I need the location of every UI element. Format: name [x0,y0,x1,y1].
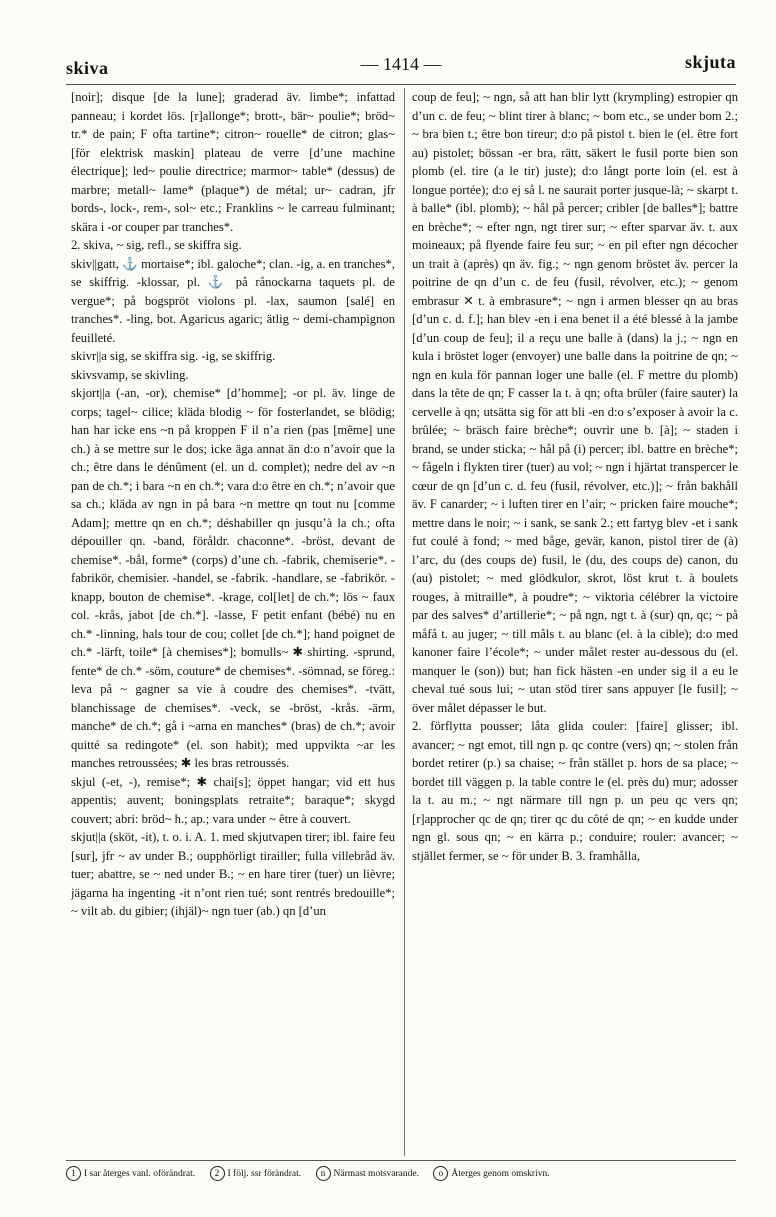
footnote [433,1169,549,1179]
circled-symbol: n [316,1166,331,1181]
footnote-text: Närmast motsvarande. [333,1168,419,1179]
entry-paragraph: 2. förflytta pousser; låta glida couler: [faire] glisser; ibl. avancer; ~ ngt emot, till ngn p. qc contre (vers) qn; ~ stolen från bordet retirer (p.) sa chaise; ~ från stället p. hors de sa place; ~ bordet till väggen p. la table contre le (el. près du) mur; adosser la t. au m.; ~ ngt närmare till ngn p. un peu qc vers qn; [r]approcher qc de qn; tirer qc du côté de qn; ~ en kudde under ngn gl. sous qn; ~ en kärra p.; conduire; rouler: avancer; ~ stjället fermer, se ~ för under B. 3. framhålla, [412,719,738,863]
entry-paragraph: skjul (-et, -), remise*; ✱ chai[s]; öppet hangar; vid ett hus appentis; auvent; boningsplats retraite*; baraque*; skygd couvert; abri: bröd~ h.; ap.; vara under ~ être à couvert. [71,774,395,826]
entry-paragraph: skjort||a (-an, -or), chemise* [d’homme]; -or pl. äv. linge de corps; tagel~ cilice; kläda blodig ~ för fosterlandet, se blödig; han har icke ens ~n på kroppen F il n’a rien (pas [même] une ch.) à se mettre sur le dos; icke äga annat än d:o n’avoir que la ch.; être dans le dénûment (el. un d. complet); nedre del av ~n pan de ch.*; i bara ~n en ch.*; vara d:o être en ch.*; n’avoir que sa ch.; kläda av ngn in på bara ~n mettre qn tout nu [comme Adam]; mettre qn en ch.*; déshabiller qn jusqu’à la ch.; ofta dépouiller qn. -band, föråldr. chaconne*. -bröst, devant de chemise*. -bål, forme* (corps) d’une ch. -fabrik, chemiserie*. -fabrikör, chemisier. -handel, se -fabrik. -handlare, se -fabrikör. -knapp, bouton de chemise*. -krage, col[let] de ch.*; lös ~ faux col. -krås, jabot [de ch.*]. -lasse, F petit enfant (bébé) nu en ch.* -linning, hals tour de cou; collet [de ch.*]; hand poignet de ch.* -lärft, toile* [à chemises*]; bomulls~ ✱ shirting. -sprund, fente* de ch.* -söm, couture* de chemises*. -sömnad, se föreg.: leva på ~ gagner sa vie à coudre des chemises*. -tvätt, blanchissage de chemises*. -veck, se -bröst, -krås. -ärm, manche* de ch.*; gå i ~arna en manches* (bras) de ch.*; avoir quitté sa redingote* (el. son habit); med uppvikta ~ar les manches retroussées; ✱ les bras retroussés. [71,386,395,770]
footnote [66,1169,195,1179]
left-column [71,88,395,1158]
footnote-text: I följ. ssr förändrat. [227,1168,302,1179]
footnote-text: I sar återges vanl. oförändrat. [84,1168,196,1179]
circled-symbol: o [433,1166,448,1181]
header-rule [66,84,736,85]
entry-paragraph: skiv||gatt, ⚓ mortaise*; ibl. galoche*; clan. -ig, a. en tranches*, se skiffrig. -klossar, pl. ⚓ på rånockarna taquets pl. de vergue*; på bogspröt violons pl. -lax, saumon [salé] en tranches*. -ling, bot. Agaricus agaric; ätlig ~ demi-champignon feuilleté. [71,256,395,345]
entry-paragraph: skivr||a sig, se skiffra sig. -ig, se skiffrig. [71,349,276,363]
circled-symbol: 2 [210,1166,225,1181]
entry-paragraph: [noir]; disque [de la lune]; graderad äv. limbe*; infattad panneau; i kordet lös. [r]allonge*; brott-, bär~ poulie*; bröd~ tr.* de pain; F ofta tartine*; citron~ rouelle* de citron; glas~ [för elektrisk maskin] plateau de verre [d’une machine électrique]; led~ poulie directrice; marmor~ table* (dessus) de marbre; metall~ lame* (plaque*) de métal; ur~ cadran, jfr bords-, lock-, rem-, sol~ etc.; Franklins ~ le carreau fulminant; skära i -or couper par tranches*. [71,90,395,234]
footnote [316,1169,419,1179]
footnote [210,1169,302,1179]
header-left-word: skiva [66,58,109,78]
footer-rule [66,1160,736,1161]
header-right-word: skjuta [684,52,736,72]
entry-paragraph: skivsvamp, se skivling. [71,367,189,382]
entry-paragraph: skjut||a (sköt, -it), t. o. i. A. 1. med skjutvapen tirer; ibl. faire feu [sur], jfr ~ av under B.; oupphörligt tirailler; fulla villebråd äv. tuer; abattre, se ~ ned under B.; ~ en hare tirer (tuer) un lièvre; jägarna ha ingenting -it n’ont rien tué; sont rentrés bredouille*; ~ vilt ab. du gibier; (ihjäl)~ ngn tuer (ab.) qn [d’un [71,830,395,918]
page-number: — 1414 — [360,54,442,74]
page-header [66,50,736,82]
page-footer [66,1166,736,1181]
circled-symbol: 1 [66,1166,81,1181]
column-divider [404,88,405,1156]
entry-paragraph: coup de feu]; ~ ngn, så att han blir lytt (krympling) estropier qn d’un c. de feu; ~ blint tirer à blanc; ~ bom etc., se under bom 2.; ~ bra bien t.; être bon tireur; d:o på pistol t. bien le (el. être fort au) pistolet; bössan -er bra, rätt, säkert le fusil porte bien son plomb (el. tire (a le tir) juste); d:o långt porte loin (el. est à longue portée); d:o ej så l. ne saurait porter jusque-là; ~ skarpt t. à balle* (ibl. plomb); ~ hål på percer; cribler [de balles*]; battre en brèche*; ~ efter ngn, ngt tirer sur; ~ efter sparvar äv. t. aux moineaux; på flyende faire feu sur; ~ en pil efter ngn décocher un trait à (après) qn äv. fig.; ~ ngn genom bröstet äv. percer la poitrine de qn d’un c. de feu (fusil, révolver, etc.); ~ genom embrasur ✕ t. à embrasure*; ~ ngn i armen blesser qn au bras [d’un c. d. f.]; han blev -en i ena benet il a été blessé à la jambe [d’un coup de feu]; il a reçu une balle à (dans) la j.; ~ ngn en kula i bröstet loger (envoyer) une balle dans la poitrine de qn; ~ ngn en kula för pannan loger une balle (el. F mettre du plomb) dans la tête de qn; F casser la t. à qn; ofta brûler (faire sauter) la cervelle à qn; utsätta sig för att bli -en d:o s’exposer à avoir la c. brûlée; ~ bräsch faire brèche*; ouvrir une b. [à]; ~ staden i brand, se under sticka; ~ hål på (i) percer; ibl. battre en brèche*; ~ fågeln i flykten tirer (tuer) au vol; ~ ngn i hjärtat transpercer le cœur de qn [d’un c. d. feu (fusil, révolver, etc.)]; ~ från bakhåll äv. F canarder; ~ i luften tirer en l’air; ~ pricken faire mouche*; mettre dans le noir; ~ i sank, se sank 2.; ett fartyg blev -et i sank fut coulé à fond; ~ med båge, gevär, kanon, pistol tirer de (à) l’arc, du (des coups de) fusil, le (du, des coups de) canon, du (au) pistolet; ~ med glödkulor, skrot, löst krut t. à boulets rouges, à mitraille*, à poudre*; ~ viktoria célébrer la victoire par des salves* d’artillerie*; ~ på ngn, ngt t. à (sur) qn, qc; ~ på måfå t. au juger; ~ till måls t. au blanc (el. à la cible); d:o med kanoner faire l’école*; ~ under målet rester au-dessous du (el. manquer le (son)) but; han fick hästen -en under sig il a eu le cheval tué sous lui; ~ utan stöd tirer sans appuyer [le fusil]; ~ över målet dépasser le but. [412,90,738,715]
right-column [412,88,738,1158]
footnote-text: Återges genom omskrivn. [451,1168,550,1179]
entry-paragraph: 2. skiva, ~ sig, refl., se skiffra sig. [71,238,242,252]
